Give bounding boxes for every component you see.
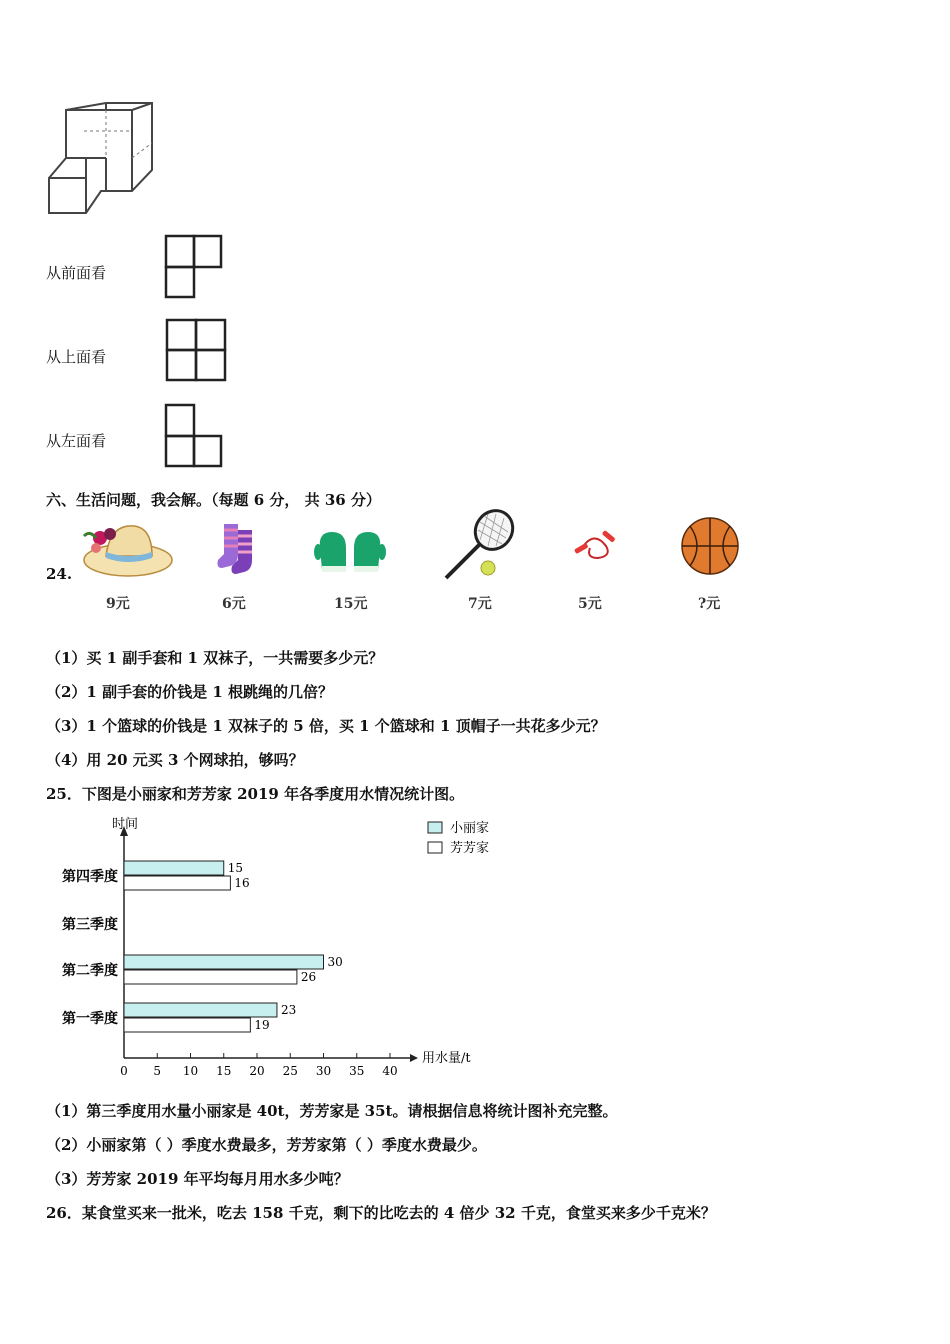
legend-swatch <box>428 822 442 833</box>
bar-fangfang <box>124 1018 250 1032</box>
q25-sub-question: （3）芳芳家 2019 年平均每月用水多少吨？ <box>46 1170 349 1188</box>
q24-sub-question: （1）买 1 副手套和 1 双袜子，一共需要多少元？ <box>46 649 384 667</box>
top-view-figure <box>163 316 229 384</box>
view-label-left: 从左面看 <box>46 432 107 450</box>
category-label: 第三季度 <box>62 917 118 933</box>
bar-xiaoli <box>124 861 224 875</box>
q24-sub-question: （2）1 副手套的价钱是 1 根跳绳的几倍？ <box>46 683 333 701</box>
view-label-top: 从上面看 <box>46 348 107 366</box>
x-tick-label: 35 <box>349 1064 365 1078</box>
price-socks: 6元 <box>222 596 246 612</box>
x-tick-label: 10 <box>182 1064 199 1078</box>
x-tick-label: 5 <box>153 1064 162 1078</box>
water-usage-chart <box>0 810 520 1090</box>
q25-sub-question: （1）第三季度用水量小丽家是 40t，芳芳家是 35t。请根据信息将统计图补充完整。 <box>46 1102 618 1120</box>
q26-stem: 26．某食堂买来一批米，吃去 158 千克，剩下的比吃去的 4 倍少 32 千克，食堂买来多少千克米？ <box>46 1204 716 1222</box>
price-jump-rope: 5元 <box>578 596 602 612</box>
gloves-image <box>314 526 386 576</box>
x-tick-label: 40 <box>382 1064 398 1078</box>
left-view-figure <box>163 402 225 470</box>
bar-xiaoli <box>124 955 324 969</box>
section-title: 六、生活问题，我会解。（每题 6 分， 共 36 分） <box>46 491 381 509</box>
view-label-front: 从前面看 <box>46 264 107 282</box>
price-gloves: 15元 <box>334 596 368 612</box>
hat-image <box>76 516 174 580</box>
q25-stem: 25．下图是小丽家和芳芳家 2019 年各季度用水情况统计图。 <box>46 785 465 803</box>
category-label: 第二季度 <box>62 963 118 979</box>
basketball-image <box>680 516 740 576</box>
bar-value-label: 30 <box>327 955 343 969</box>
bar-fangfang <box>124 876 230 890</box>
category-label: 第一季度 <box>62 1011 118 1027</box>
q25-sub-question: （2）小丽家第（ ）季度水费最多，芳芳家第（ ）季度水费最少。 <box>46 1136 487 1154</box>
category-label: 第四季度 <box>62 869 118 885</box>
tennis-racket-image <box>440 508 522 582</box>
jump-rope-image <box>572 528 618 564</box>
front-view-figure <box>163 233 225 301</box>
legend-label: 芳芳家 <box>450 841 490 856</box>
x-tick-label: 25 <box>282 1064 298 1078</box>
bar-value-label: 23 <box>280 1003 297 1017</box>
socks-image <box>214 520 262 578</box>
price-basketball: ?元 <box>698 596 721 612</box>
bar-fangfang <box>124 970 297 984</box>
bar-value-label: 19 <box>254 1018 270 1032</box>
bar-xiaoli <box>124 1003 277 1017</box>
price-hat: 9元 <box>106 596 130 612</box>
legend-label: 小丽家 <box>450 821 490 836</box>
q24-sub-question: （4）用 20 元买 3 个网球拍，够吗？ <box>46 751 304 769</box>
q24-sub-question: （3）1 个篮球的价钱是 1 双袜子的 5 倍，买 1 个篮球和 1 顶帽子一共花多少元？ <box>46 717 606 735</box>
x-tick-label: 15 <box>216 1064 232 1078</box>
price-tennis-racket: 7元 <box>468 596 492 612</box>
bar-value-label: 26 <box>300 970 317 984</box>
bar-value-label: 16 <box>234 876 250 890</box>
bar-value-label: 15 <box>227 861 244 875</box>
x-tick-label: 30 <box>315 1064 332 1078</box>
x-tick-label: 0 <box>120 1064 128 1078</box>
y-axis-label: 时间 <box>112 817 139 832</box>
x-axis-arrow <box>410 1054 418 1062</box>
question-number: 24. <box>46 565 73 583</box>
x-tick-label: 20 <box>249 1064 265 1078</box>
x-axis-label: 用水量/t <box>422 1051 471 1066</box>
legend-swatch <box>428 842 442 853</box>
cube-figure <box>44 98 159 220</box>
